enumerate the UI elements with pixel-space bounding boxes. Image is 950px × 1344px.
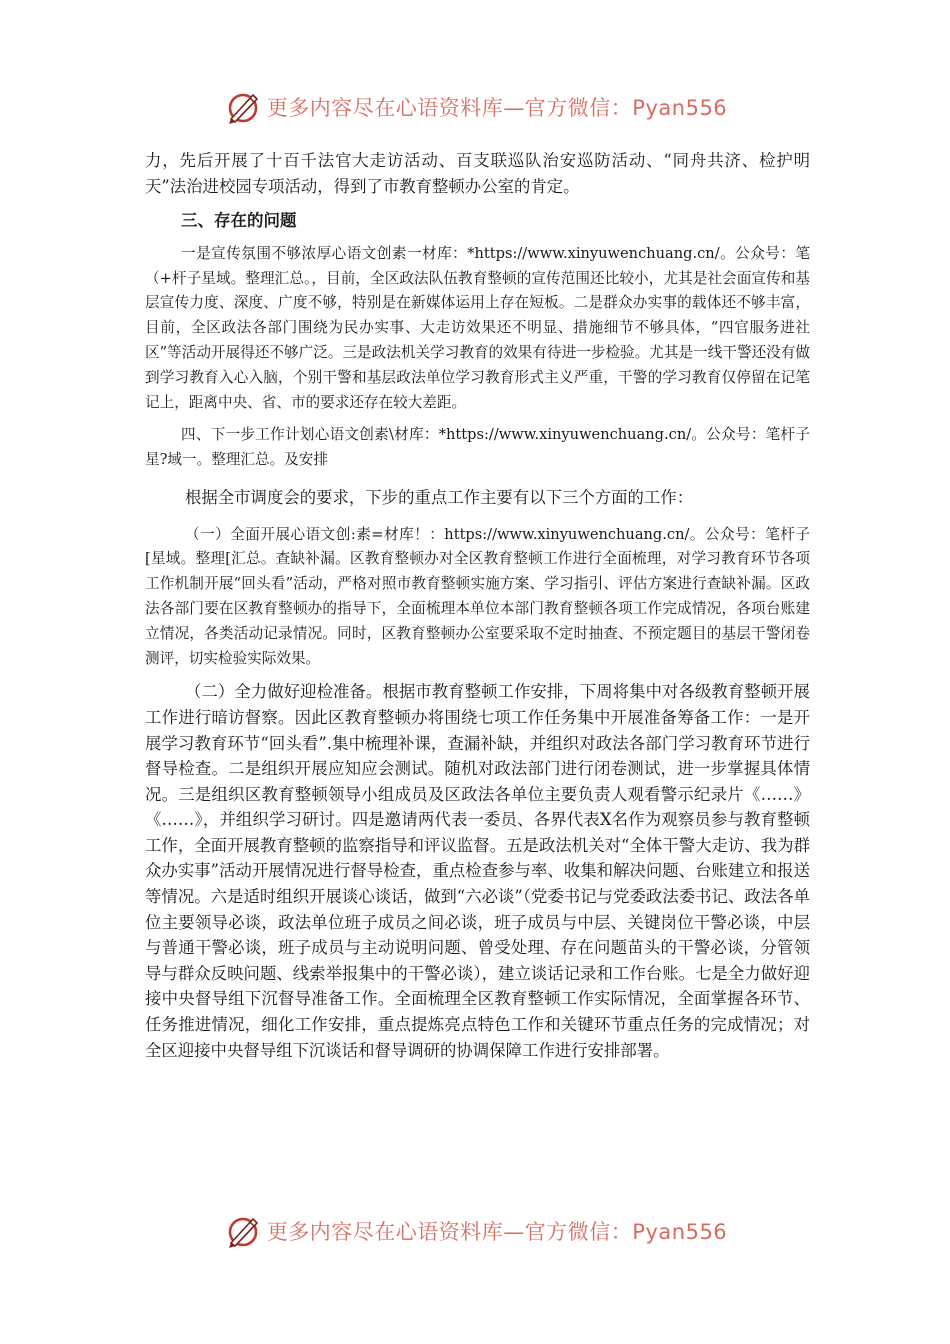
paragraph-item-one: （一）全面开展心语文创:素=材库！：https://www.xinyuwenchuang.cn/。公众号：笔杆子[星域。整理[汇总。查缺补漏。区教育整顿办对全区教育整顿工作进行全面梳理，对学习教育环节各项工作机制开展“回头看”活动，严格对照市教育整顿实施方案、学习指引、评估方案进行查缺补漏。区政法各部门要在区教育整顿办的指导下，全面梳理本单位本部门教育整顿各项工作完成情况，各项台账建立情况，各类活动记录情况。同时，区教育整顿办公室要采取不定时抽查、不预定题目的基层干警闭卷测评，切实检验实际效果。: [145, 525, 810, 667]
header-banner: [0, 82, 950, 132]
footer-banner-text: 更多内容尽在心语资料库—官方微信：Pyan556: [266, 1220, 728, 1244]
header-banner-text: 更多内容尽在心语资料库—官方微信：Pyan556: [266, 96, 728, 120]
section-heading-problems: 三、存在的问题: [181, 211, 297, 231]
paragraph-item-two: （二）全力做好迎检准备。根据市教育整顿工作安排，下周将集中对各级教育整顿开展工作进行暗访督察。因此区教育整顿办将围绕七项工作任务集中开展准备筹备工作：一是开展学习教育环节“回头看”.集中梳理补课，查漏补缺，并组织对政法各部门学习教育环节进行督导检查。二是组织开展应知应会测试。随机对政法部门进行闭卷测试，进一步掌握具体情况。三是组织区教育整顿领导小组成员及区政法各单位主要负责人观看警示纪录片《……》《……》，并组织学习研讨。四是邀请两代表一委员、各界代表X名作为观察员参与教育整顿工作，全面开展教育整顿的监察指导和评议监督。五是政法机关对“全体干警大走访、我为群众办实事”活动开展情况进行督导检查，重点检查参与率、收集和解决问题、台账建立和报送等情况。六是适时组织开展谈心谈话，做到“六必谈”（党委书记与党委政法委书记、政法各单位主要领导必谈，政法单位班子成员之间必谈，班子成员与中层、关键岗位干警必谈，中层与普通干警必谈，班子成员与主动说明问题、曾受处理、存在问题苗头的干警必谈，分管领导与群众反映问题、线索举报集中的干警必谈），建立谈话记录和工作台账。七是全力做好迎接中央督导组下沉督导准备工作。全面梳理全区教育整顿工作实际情况，全面掌握各环节、任务推进情况，细化工作安排，重点提炼亮点特色工作和关键环节重点任务的完成情况；对全区迎接中央督导组下沉谈话和督导调研的协调保障工作进行安排部署。: [145, 682, 810, 1060]
footer-banner: [0, 1206, 950, 1256]
section-heading-next-steps: 四、下一步工作计划心语文创素\材库：*https://www.xinyuwenchuang.cn/。公众号：笔杆子星?域一。整理汇总。及安排: [145, 426, 810, 469]
document-body: [145, 148, 810, 1063]
pen-logo-icon: [223, 87, 263, 127]
paragraph-problems: 一是宣传氛围不够浓厚心语文创素一材库：*https://www.xinyuwenchuang.cn/。公众号：笔（+杆子星域。整理汇总。，目前，全区政法队伍教育整顿的宣传范围还比较小，尤其是社会面宣传和基层宣传力度、深度、广度不够，特别是在新媒体运用上存在短板。二是群众办实事的载体还不够丰富，目前，全区政法各部门围绕为民办实事、大走访效果还不明显、措施细节不够具体，“四官服务进社区”等活动开展得还不够广泛。三是政法机关学习教育的效果有待进一步检验。尤其是一线干警还没有做到学习教育入心入脑，个别干警和基层政法单位学习教育形式主义严重，干警的学习教育仅停留在记笔记上，距离中央、省、市的要求还存在较大差距。: [145, 244, 810, 411]
paragraph-intro-next-steps: 根据全市调度会的要求，下步的重点工作主要有以下三个方面的工作：: [185, 487, 694, 507]
pen-logo-icon: [223, 1211, 263, 1251]
paragraph-achievements: 力，先后开展了十百千法官大走访活动、百支联巡队治安巡防活动、“同舟共济、检护明天”法治进校园专项活动，得到了市教育整顿办公室的肯定。: [145, 151, 810, 196]
